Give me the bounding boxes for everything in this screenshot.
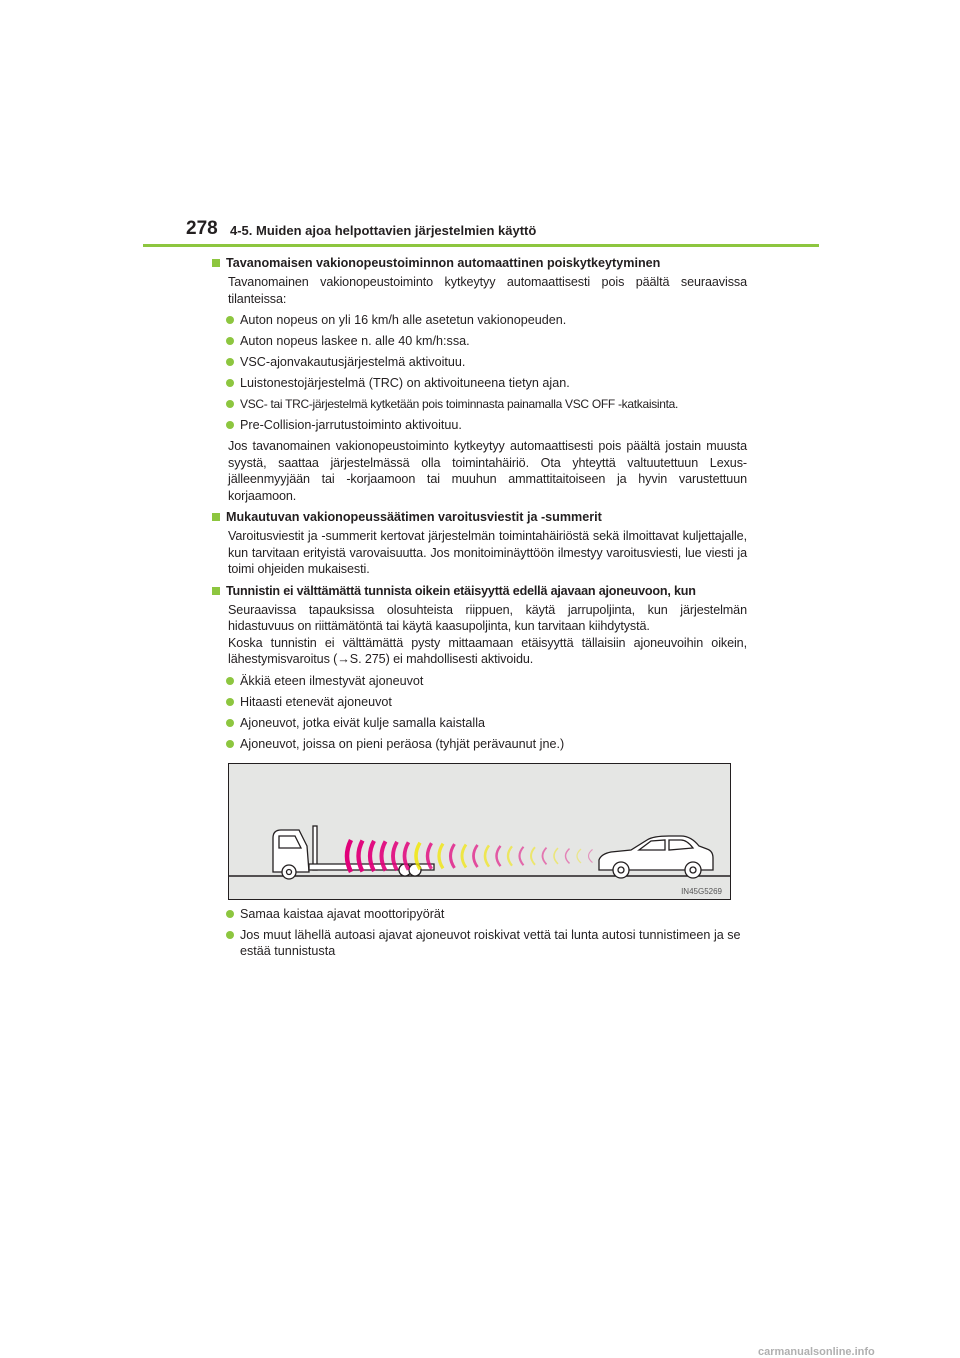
radar-wave [485, 845, 489, 866]
list-item-text: Luistonestojärjestelmä (TRC) on aktivoituneena tietyn ajan. [240, 376, 570, 390]
section-heading [212, 583, 747, 600]
bullet-dot-icon [226, 337, 234, 345]
list-item-text: Auton nopeus laskee n. alle 40 km/h:ssa. [240, 334, 470, 348]
radar-wave [382, 841, 386, 870]
radar-wave [508, 846, 512, 865]
radar-wave [566, 849, 570, 864]
radar-wave [405, 842, 409, 870]
bullet-dot-icon [226, 698, 234, 706]
section-sensor-limits [212, 583, 747, 752]
radar-wave [531, 847, 535, 865]
bullet-dot-icon [226, 719, 234, 727]
list-item [212, 736, 747, 752]
radar-wave [370, 841, 374, 871]
list-item [212, 417, 747, 433]
truck-icon [273, 826, 434, 879]
square-bullet-icon [212, 259, 220, 267]
radar-wave [416, 843, 420, 870]
radar-wave [439, 844, 443, 869]
list-item [212, 375, 747, 391]
bullet-dot-icon [226, 379, 234, 387]
list-item [212, 906, 747, 922]
section-heading [212, 255, 747, 272]
bullet-dot-icon [226, 931, 234, 939]
radar-wave [451, 844, 455, 868]
main-content [212, 255, 747, 752]
list-item-text: Pre-Collision-jarrutustoiminto aktivoituu. [240, 418, 462, 432]
list-item [212, 354, 747, 370]
header-rule [143, 244, 819, 247]
list-item-text: Samaa kaistaa ajavat moottoripyörät [240, 907, 445, 921]
bullet-dot-icon [226, 358, 234, 366]
square-bullet-icon [212, 513, 220, 521]
list-item-text: Ajoneuvot, joissa on pieni peräosa (tyhjät perävaunut jne.) [240, 736, 565, 751]
list-item-text: VSC-ajonvakautusjärjestelmä aktivoituu. [240, 355, 466, 369]
list-item-text: VSC- tai TRC-järjestelmä kytketään pois toiminnasta painamalla VSC OFF -katkaisinta. [240, 397, 679, 411]
paragraph: Varoitusviestit ja -summerit kertovat järjestelmän toimintahäiriöstä sekä ilmoittavat kuljettajalle, kun tarvitaan erityistä varovaisuutta. Jos monitoiminäyttöön ilmestyy varoitusviesti, lue viesti ja toimi ohjeiden mukaisesti. [228, 529, 747, 576]
paragraph: Jos tavanomainen vakionopeustoiminto kytkeytyy automaattisesti pois päältä jostain muusta syystä, saattaa järjestelmässä olla toimintahäiriö. Ota yhteyttä valtuutettuun Lexus-jälleenmyyjään tai -korjaamoon tai muuhun ammattitaitoiseen ja hyvin varustettuun korjaamoon. [228, 439, 747, 503]
radar-wave [554, 848, 558, 864]
bullet-dot-icon [226, 400, 234, 408]
list-item [212, 396, 747, 412]
bullet-dot-icon [226, 316, 234, 324]
section-auto-cancel [212, 255, 747, 504]
list-item-text: Hitaasti etenevät ajoneuvot [240, 694, 392, 709]
radar-wave [589, 849, 593, 862]
lower-content [212, 906, 747, 959]
radar-wave [347, 840, 351, 872]
section-heading [212, 509, 747, 526]
figure-code: IN45G5269 [681, 887, 722, 896]
page-number: 278 [186, 218, 218, 239]
radar-wave [359, 840, 363, 871]
section-warnings [212, 509, 747, 578]
radar-wave [520, 847, 524, 866]
radar-wave [393, 842, 397, 870]
square-bullet-icon [212, 587, 220, 595]
radar-wave [577, 849, 581, 863]
list-item [212, 694, 747, 710]
bullet-dot-icon [226, 677, 234, 685]
list-item [212, 333, 747, 349]
section-heading-text: Tunnistin ei välttämättä tunnista oikein etäisyyttä edellä ajavaan ajoneuvoon, kun [226, 583, 696, 598]
list-item-text: Auton nopeus on yli 16 km/h alle asetetun vakionopeuden. [240, 313, 567, 327]
section-heading-text: Mukautuvan vakionopeussäätimen varoitusviestit ja -summerit [226, 510, 602, 524]
bullet-dot-icon [226, 421, 234, 429]
list-item [212, 715, 747, 731]
radar-wave [474, 845, 478, 867]
radar-wave [428, 843, 432, 869]
paragraph: Seuraavissa tapauksissa olosuhteista riippuen, käytä jarrupoljinta, kun järjestelmän hidastuvuus on riittämätöntä tai käytä kaasupoljinta, kun tarvitaan kiihdytystä. [228, 602, 747, 633]
radar-illustration-svg [229, 764, 730, 899]
list-item [212, 673, 747, 689]
radar-wave [497, 846, 501, 866]
bullet-dot-icon [226, 910, 234, 918]
paragraph: Koska tunnistin ei välttämättä pysty mittaamaan etäisyyttä tällaisiin ajoneuvoihin oikein, lähestymisvaroitus (→S. 275) ei mahdollisesti aktivoidu. [228, 635, 747, 666]
list-item-text: Jos muut lähellä autoasi ajavat ajoneuvot roiskivat vettä tai lunta autosi tunnistimeen ja se estää tunnistusta [240, 928, 741, 958]
radar-wave [462, 845, 466, 868]
section-heading-text: Tavanomaisen vakionopeustoiminnon automaattinen poiskytkeytyminen [226, 256, 661, 270]
chapter-title: 4-5. Muiden ajoa helpottavien järjestelmien käyttö [230, 223, 537, 238]
list-item [212, 312, 747, 328]
list-item-text: Äkkiä eteen ilmestyvät ajoneuvot [240, 673, 424, 688]
bullet-dot-icon [226, 740, 234, 748]
radar-illustration [228, 763, 731, 900]
watermark: carmanualsonline.info [758, 1346, 875, 1358]
list-item [212, 927, 747, 959]
radar-wave-group [347, 840, 593, 872]
car-icon [599, 836, 713, 878]
list-item-text: Ajoneuvot, jotka eivät kulje samalla kaistalla [240, 715, 486, 730]
paragraph: Tavanomainen vakionopeustoiminto kytkeytyy automaattisesti pois päältä seuraavissa tilanteissa: [228, 275, 747, 306]
radar-wave [543, 848, 547, 865]
